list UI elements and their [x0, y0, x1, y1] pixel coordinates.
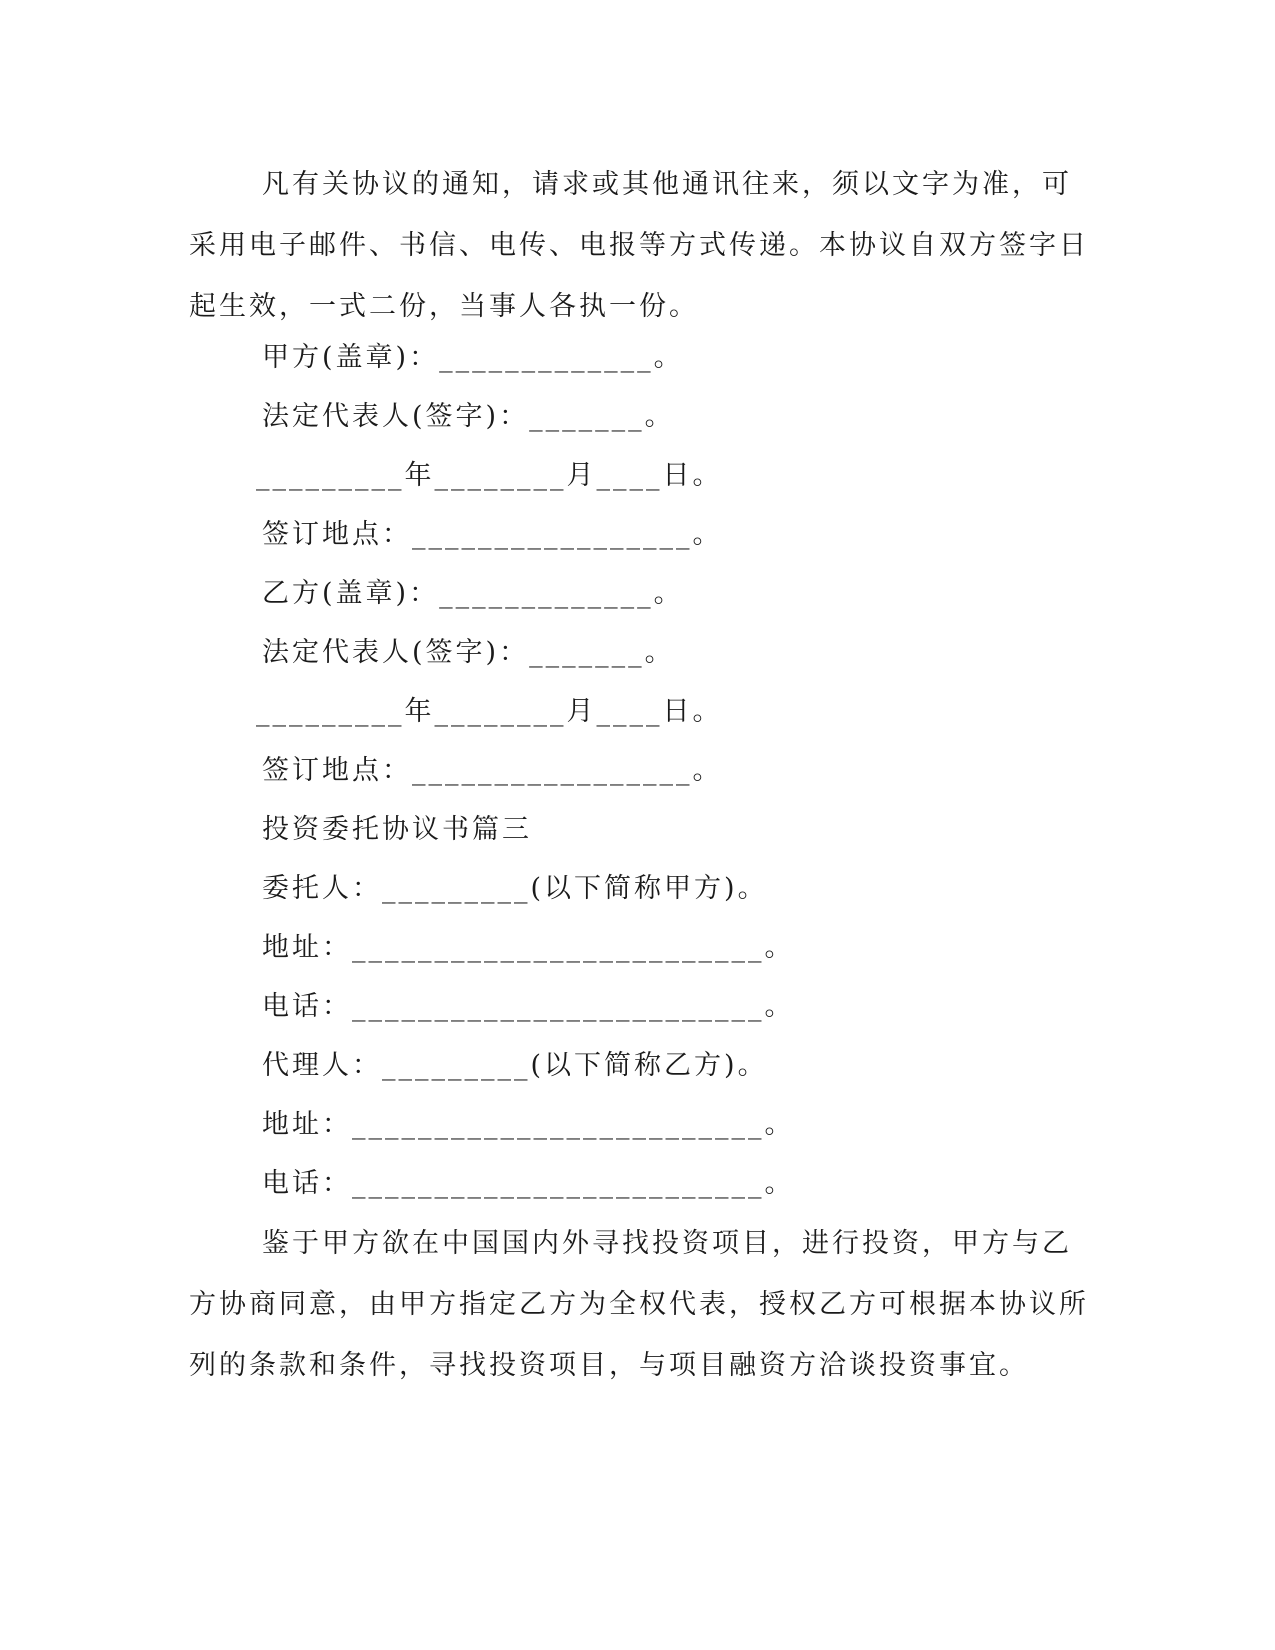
section-title: 投资委托协议书篇三 — [262, 814, 532, 845]
agent-line: 代理人：_________(以下简称乙方)。 — [262, 1050, 768, 1081]
party-b-seal-line: 乙方(盖章)：_____________。 — [262, 578, 684, 609]
party-a-place-line: 签订地点：_________________。 — [262, 519, 723, 550]
party-a-representative-line: 法定代表人(签字)：_______。 — [262, 401, 675, 432]
recital-paragraph: 鉴于甲方欲在中国国内外寻找投资项目，进行投资，甲方与乙方协商同意，由甲方指定乙方为全权代表，授权乙方可根据本协议所列的条款和条件，寻找投资项目，与项目融资方洽谈投资事宜。 — [189, 1228, 1089, 1381]
party-b-place-line: 签订地点：_________________。 — [262, 755, 723, 786]
party-a-date-line: _________年________月____日。 — [256, 460, 723, 491]
agent-phone-line: 电话：_________________________。 — [262, 1168, 795, 1199]
principal-phone-line: 电话：_________________________。 — [262, 991, 795, 1022]
agent-address-line: 地址：_________________________。 — [262, 1109, 795, 1140]
notice-paragraph: 凡有关协议的通知，请求或其他通讯往来，须以文字为准，可采用电子邮件、书信、电传、电报等方式传递。本协议自双方签字日起生效，一式二份，当事人各执一份。 — [189, 169, 1089, 322]
party-b-representative-line: 法定代表人(签字)：_______。 — [262, 637, 675, 668]
principal-line: 委托人：_________(以下简称甲方)。 — [262, 873, 768, 904]
party-a-seal-line: 甲方(盖章)：_____________。 — [262, 342, 684, 373]
party-b-date-line: _________年________月____日。 — [256, 696, 723, 727]
principal-address-line: 地址：_________________________。 — [262, 932, 795, 963]
